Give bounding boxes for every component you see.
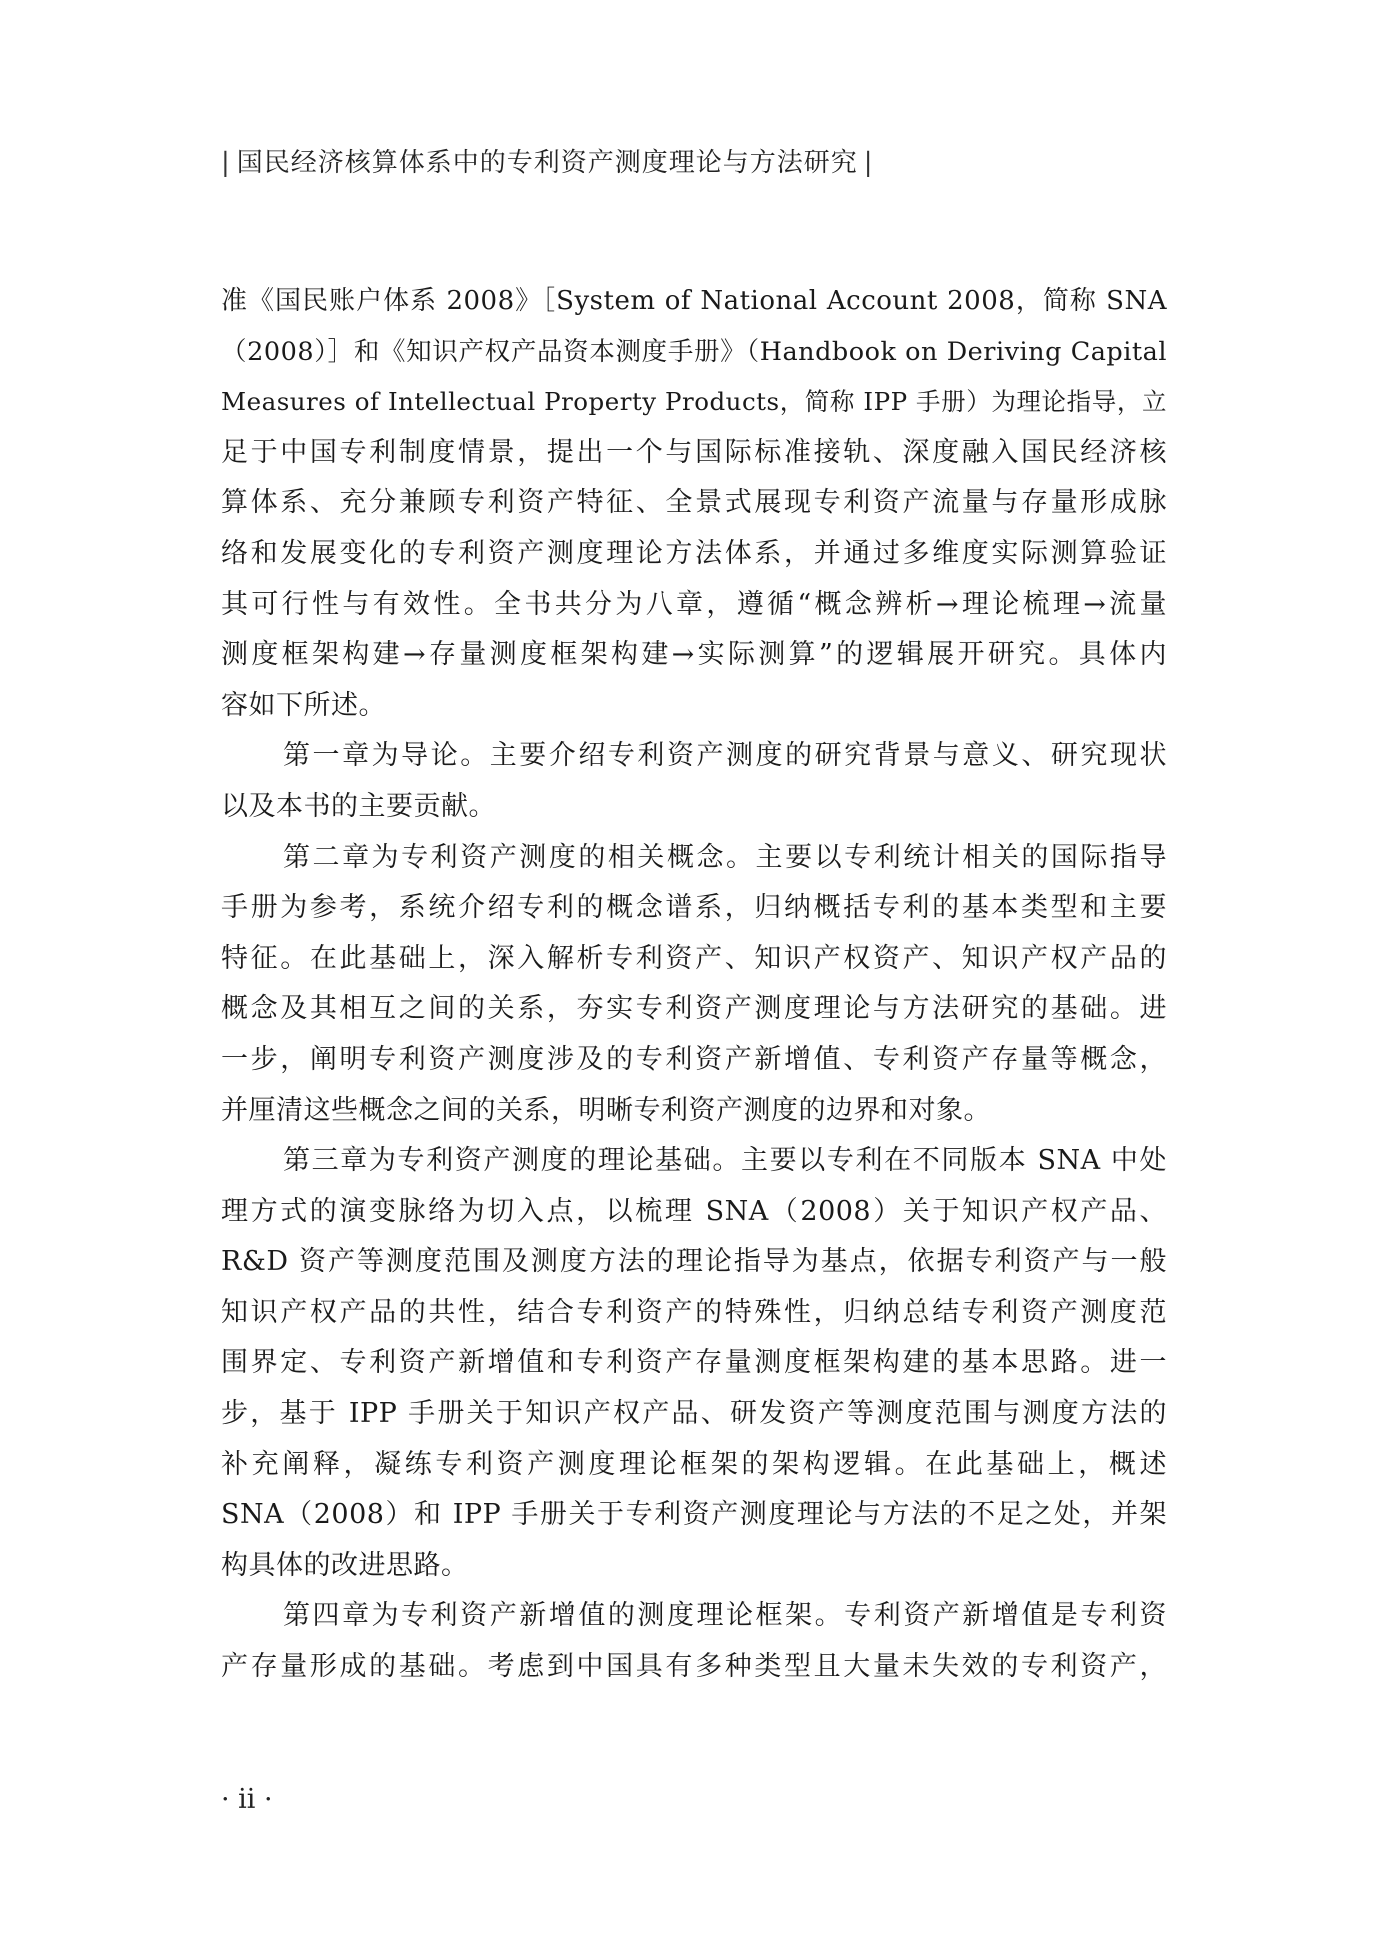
- text-line: 第四章为专利资产新增值的测度理论框架。专利资产新增值是专利资: [283, 1600, 1167, 1632]
- text-line: 产存量形成的基础。考虑到中国具有多种类型且大量未失效的专利资产，: [221, 1651, 1167, 1683]
- text-line: 构具体的改进思路。: [221, 1549, 469, 1581]
- text-line: 足于中国专利制度情景，提出一个与国际标准接轨、深度融入国民经济核: [221, 436, 1167, 468]
- running-head-title: 国民经济核算体系中的专利资产测度理论与方法研究: [236, 148, 858, 178]
- text-line: 手册为参考，系统介绍专利的概念谱系，归纳概括专利的基本类型和主要: [221, 892, 1167, 924]
- text-line: 并厘清这些概念之间的关系，明晰专利资产测度的边界和对象。: [221, 1094, 991, 1126]
- text-line: 第二章为专利资产测度的相关概念。主要以专利统计相关的国际指导: [283, 841, 1167, 873]
- text-line: 补充阐释，凝练专利资产测度理论框架的架构逻辑。在此基础上，概述: [221, 1448, 1167, 1480]
- text-line: （2008）］和《知识产权产品资本测度手册》（Handbook on Deriving Capital: [221, 336, 1167, 367]
- text-line: 一步，阐明专利资产测度涉及的专利资产新增值、专利资产存量等概念，: [221, 1043, 1167, 1075]
- text-line: 特征。在此基础上，深入解析专利资产、知识产权资产、知识产权产品的: [221, 942, 1167, 974]
- text-line: 络和发展变化的专利资产测度理论方法体系，并通过多维度实际测算验证: [221, 537, 1167, 569]
- text-line: 第三章为专利资产测度的理论基础。主要以专利在不同版本 SNA 中处: [283, 1145, 1167, 1177]
- text-line: 容如下所述。: [221, 689, 386, 721]
- page-number: · ii ·: [221, 1784, 273, 1815]
- text-line: 准《国民账户体系 2008》［System of National Account 2008，简称 SNA: [221, 286, 1167, 316]
- text-line: R&D 资产等测度范围及测度方法的理论指导为基点，依据专利资产与一般: [221, 1246, 1167, 1278]
- text-line: 以及本书的主要贡献。: [221, 790, 496, 822]
- text-line: 测度框架构建→存量测度框架构建→实际测算”的逻辑展开研究。具体内: [221, 639, 1167, 671]
- text-line: 第一章为导论。主要介绍专利资产测度的研究背景与意义、研究现状: [283, 740, 1167, 772]
- running-head-bar-right: |: [863, 148, 874, 178]
- text-line: 围界定、专利资产新增值和专利资产存量测度框架构建的基本思路。进一: [221, 1347, 1167, 1379]
- text-line: 步，基于 IPP 手册关于知识产权产品、研发资产等测度范围与测度方法的: [221, 1398, 1167, 1430]
- body-text: [221, 276, 1167, 1693]
- text-line: 理方式的演变脉络为切入点，以梳理 SNA（2008）关于知识产权产品、: [221, 1195, 1167, 1227]
- text-line: 概念及其相互之间的关系，夯实专利资产测度理论与方法研究的基础。进: [221, 993, 1167, 1025]
- text-line: 其可行性与有效性。全书共分为八章，遵循“概念辨析→理论梳理→流量: [221, 588, 1167, 620]
- text-line: 算体系、充分兼顾专利资产特征、全景式展现专利资产流量与存量形成脉: [221, 487, 1167, 519]
- running-head-bar-left: |: [221, 148, 231, 178]
- text-line: 知识产权产品的共性，结合专利资产的特殊性，归纳总结专利资产测度范: [221, 1296, 1167, 1328]
- text-line: Measures of Intellectual Property Products，简称 IPP 手册）为理论指导，立: [221, 387, 1167, 417]
- running-head: [215, 142, 880, 179]
- text-line: SNA（2008）和 IPP 手册关于专利资产测度理论与方法的不足之处，并架: [221, 1499, 1167, 1531]
